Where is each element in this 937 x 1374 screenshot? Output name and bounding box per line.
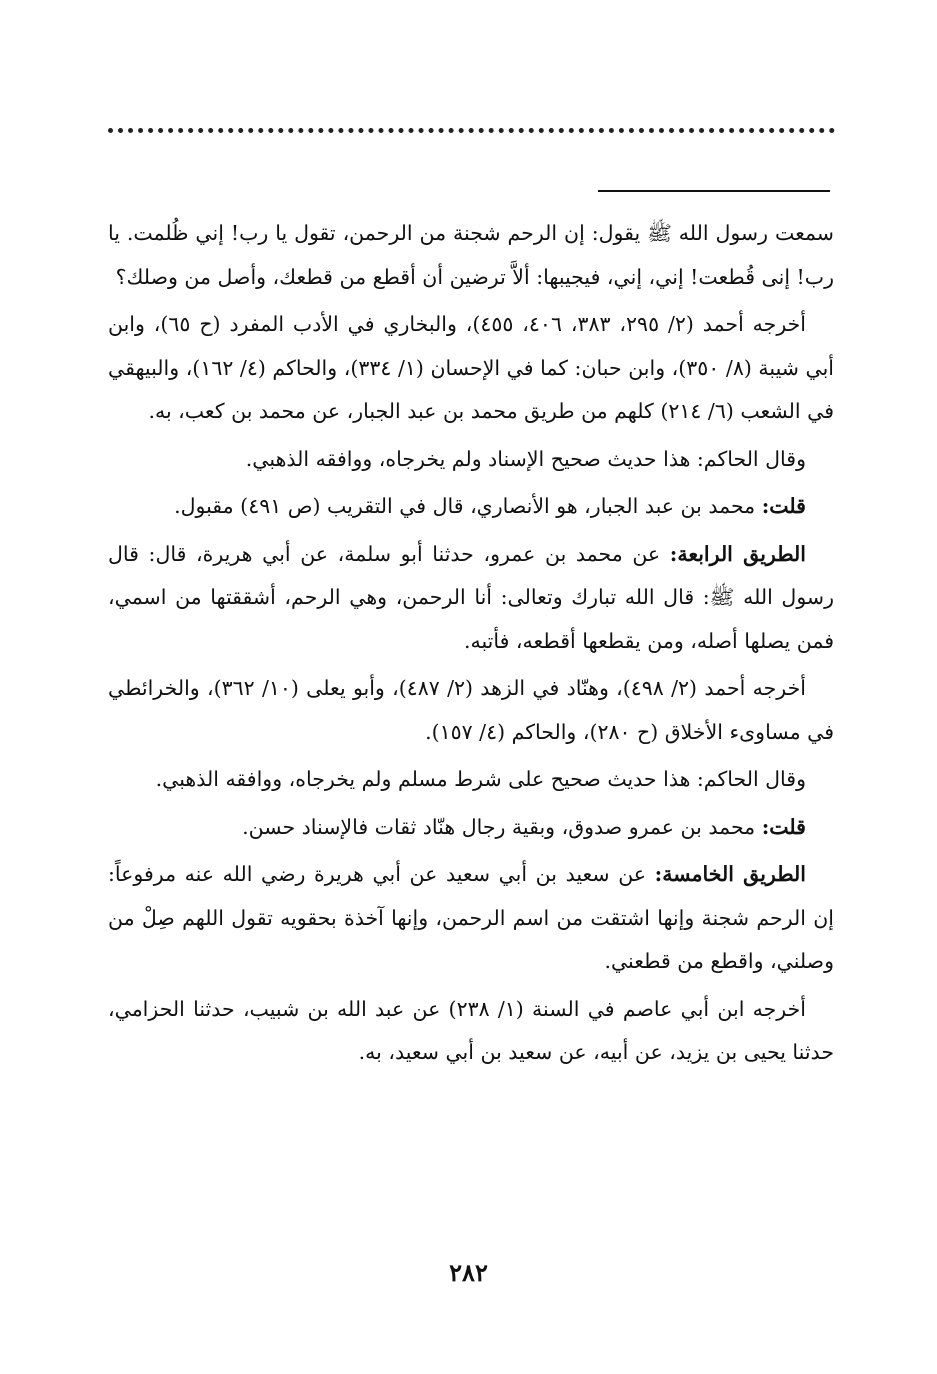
note-label-1: قلت: xyxy=(761,494,806,518)
chain-5-paragraph xyxy=(108,853,834,984)
dotted-separator xyxy=(108,128,835,133)
page-number: ٢٨٢ xyxy=(449,1258,488,1287)
page-body xyxy=(108,212,834,1079)
horizontal-rule xyxy=(598,190,830,192)
takhrij-paragraph-2: أخرجه أحمد (٢/ ٤٩٨)، وهنّاد في الزهد (٢/ ٤٨٧)، وأبو يعلى (١٠/ ٣٦٢)، والخرائطي في مساوىء الأخلاق (ح ٢٨٠)، والحاكم (٤/ ١٥٧). xyxy=(108,676,834,744)
chain-4-paragraph xyxy=(108,533,834,664)
hakim-verdict-1: وقال الحاكم: هذا حديث صحيح الإسناد ولم يخرجاه، ووافقه الذهبي. xyxy=(245,446,806,471)
chain-4-heading: الطريق الرابعة: xyxy=(669,541,806,566)
note-label-2: قلت: xyxy=(761,814,806,839)
takhrij-paragraph-1: أخرجه أحمد (٢/ ٢٩٥، ٣٨٣، ٤٠٦، ٤٥٥)، والبخاري في الأدب المفرد (ح ٦٥)، وابن أبي شيبة (٨/ ٣٥٠)، وابن حبان: كما في الإحسان (١/ ٣٣٤)، والحاكم (٤/ ١٦٢)، والبيهقي في الشعب (٦/ ٢١٤) كلهم من طريق محمد بن عبد الجبار، عن محمد بن كعب، به. xyxy=(108,312,834,423)
hadith-text: سمعت رسول الله ﷺ يقول: إن الرحم شجنة من الرحمن، تقول يا رب! إني ظُلمت. يا رب! إنى قُطعت! إني، إني، فيجيبها: ألاَّ ترضين أن أقطع من قطعك، وأصل من وصلك؟ xyxy=(108,221,834,289)
chain-5-heading: الطريق الخامسة: xyxy=(654,862,806,886)
chain-5-text: عن سعيد بن أبي سعيد عن أبي هريرة رضي الله عنه مرفوعاً: إن الرحم شجنة وإنها اشتقت من اسم الرحمن، وإنها آخذة بحقويه تقول اللهم صِلْ من وصلني، واقطع من قطعني. xyxy=(108,862,834,973)
note-paragraph-1 xyxy=(108,485,834,529)
note-paragraph-2 xyxy=(108,806,834,850)
hakim-verdict-2: وقال الحاكم: هذا حديث صحيح على شرط مسلم ولم يخرجاه، ووافقه الذهبي. xyxy=(155,767,806,791)
note-text-2: محمد بن عمرو صدوق، وبقية رجال هنّاد ثقات فالإسناد حسن. xyxy=(242,814,756,839)
note-text-1: محمد بن عبد الجبار، هو الأنصاري، قال في التقريب (ص ٤٩١) مقبول. xyxy=(174,494,756,518)
chain-4-text: عن محمد بن عمرو، حدثنا أبو سلمة، عن أبي هريرة، قال: قال رسول الله ﷺ: قال الله تبارك وتعالى: أنا الرحمن، وهي الرحم، أشققتها من اسمي، فمن يصلها أصله، ومن يقطعها أقطعه، فأتبه. xyxy=(108,541,834,653)
takhrij-paragraph-3: أخرجه ابن أبي عاصم في السنة (١/ ٢٣٨) عن عبد الله بن شبيب، حدثنا الحزامي، حدثنا يحيى بن يزيد، عن أبيه، عن سعيد بن أبي سعيد، به. xyxy=(108,996,834,1064)
